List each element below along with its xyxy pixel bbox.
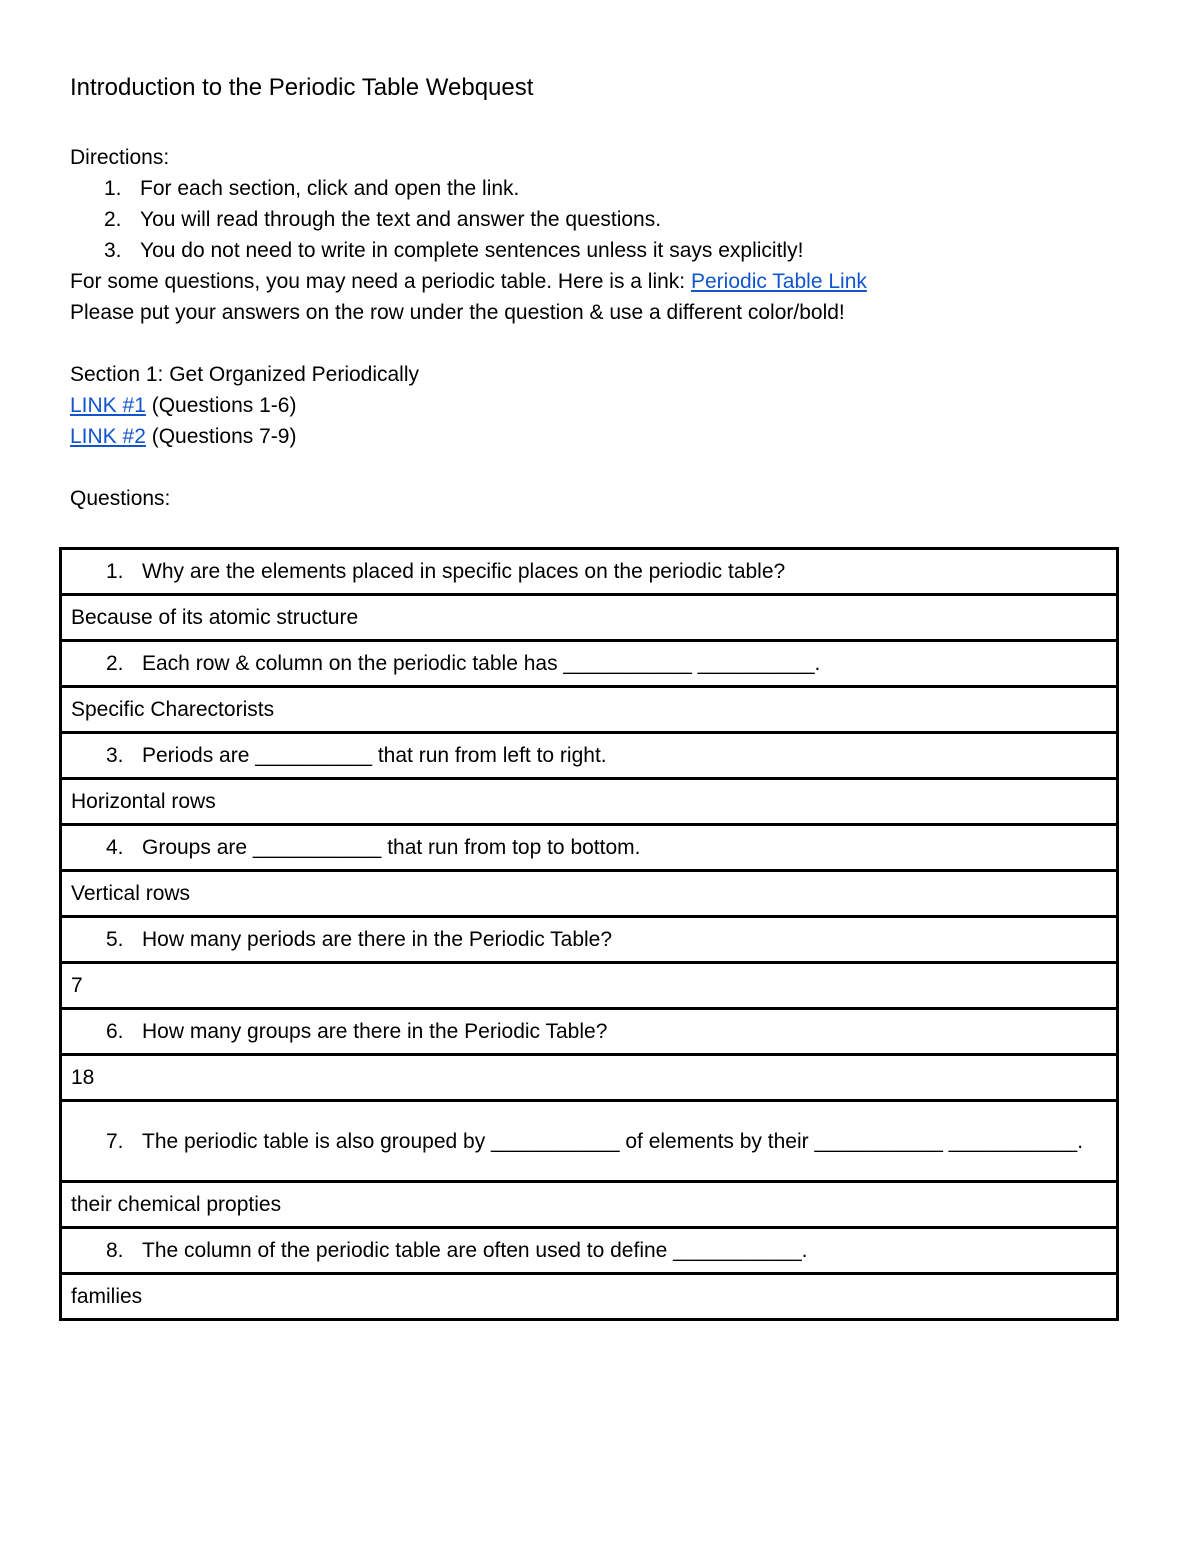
answer-cell[interactable]: Specific Charectorists	[61, 687, 1118, 733]
question-row	[61, 641, 1118, 687]
question-cell	[61, 917, 1118, 963]
answer-row	[61, 1182, 1118, 1228]
question-number: 4.	[106, 836, 124, 859]
direction-text: You do not need to write in complete sentences unless it says explicitly!	[140, 239, 804, 262]
answer-row	[61, 595, 1118, 641]
question-row	[61, 825, 1118, 871]
question-row	[61, 549, 1118, 595]
answer-row	[61, 1055, 1118, 1101]
document-title: Introduction to the Periodic Table Webquest	[70, 74, 534, 101]
question-text: Periods are __________ that run from left to right.	[142, 744, 607, 767]
question-cell	[61, 1228, 1118, 1274]
direction-text: You will read through the text and answer the questions.	[140, 208, 662, 231]
answer-note: Please put your answers on the row under the question & use a different color/bold!	[70, 301, 845, 324]
direction-number: 2.	[104, 208, 122, 231]
intro-block	[70, 142, 867, 514]
periodic-table-link[interactable]: Periodic Table Link	[690, 270, 867, 293]
question-number: 1.	[106, 560, 124, 583]
link-1[interactable]: LINK #1	[70, 394, 146, 417]
directions-heading: Directions:	[70, 146, 170, 169]
answer-cell[interactable]: Vertical rows	[61, 871, 1118, 917]
question-number: 7.	[106, 1129, 124, 1153]
question-row	[61, 1009, 1118, 1055]
questions-heading: Questions:	[70, 487, 171, 510]
question-cell	[61, 825, 1118, 871]
direction-number: 3.	[104, 239, 122, 262]
question-text: How many groups are there in the Periodic Table?	[142, 1020, 608, 1043]
answer-cell[interactable]: Horizontal rows	[61, 779, 1118, 825]
question-row	[61, 1228, 1118, 1274]
answer-row	[61, 779, 1118, 825]
question-number: 6.	[106, 1020, 124, 1043]
question-row	[61, 733, 1118, 779]
question-number: 3.	[106, 744, 124, 767]
question-cell	[61, 549, 1118, 595]
answer-cell[interactable]: 7	[61, 963, 1118, 1009]
answer-cell[interactable]: families	[61, 1274, 1118, 1320]
spacer	[70, 328, 867, 359]
section-link-row	[70, 390, 867, 421]
section-heading: Section 1: Get Organized Periodically	[70, 363, 420, 386]
questions-table	[59, 547, 1119, 1321]
question-text: Groups are ___________ that run from top to bottom.	[142, 836, 641, 859]
question-number: 8.	[106, 1239, 124, 1262]
question-cell	[61, 733, 1118, 779]
question-cell	[61, 1101, 1118, 1182]
link-2[interactable]: LINK #2	[70, 425, 146, 448]
section-link-row	[70, 421, 867, 452]
question-text: The periodic table is also grouped by ___________ of elements by their ___________ ___________.	[142, 1129, 1084, 1153]
answer-row	[61, 1274, 1118, 1320]
link-1-suffix: (Questions 1-6)	[145, 394, 297, 417]
question-cell	[61, 1009, 1118, 1055]
periodic-note-text: For some questions, you may need a periodic table. Here is a link:	[70, 270, 691, 293]
direction-item	[70, 204, 867, 235]
direction-text: For each section, click and open the link.	[140, 177, 520, 200]
answer-row	[61, 963, 1118, 1009]
question-text: Each row & column on the periodic table has ___________ __________.	[142, 652, 821, 675]
question-text: How many periods are there in the Periodic Table?	[142, 928, 613, 951]
spacer	[70, 452, 867, 483]
periodic-table-note	[70, 266, 867, 297]
direction-item	[70, 235, 867, 266]
link-2-suffix: (Questions 7-9)	[145, 425, 297, 448]
question-text: Why are the elements placed in specific places on the periodic table?	[142, 560, 786, 583]
question-cell	[61, 641, 1118, 687]
answer-cell[interactable]: their chemical propties	[61, 1182, 1118, 1228]
question-number: 2.	[106, 652, 124, 675]
direction-item	[70, 173, 867, 204]
answer-row	[61, 871, 1118, 917]
question-number: 5.	[106, 928, 124, 951]
question-row	[61, 1101, 1118, 1182]
question-row	[61, 917, 1118, 963]
question-text: The column of the periodic table are often used to define ___________.	[142, 1239, 808, 1262]
answer-cell[interactable]: 18	[61, 1055, 1118, 1101]
answer-row	[61, 687, 1118, 733]
answer-cell[interactable]: Because of its atomic structure	[61, 595, 1118, 641]
direction-number: 1.	[104, 177, 122, 200]
